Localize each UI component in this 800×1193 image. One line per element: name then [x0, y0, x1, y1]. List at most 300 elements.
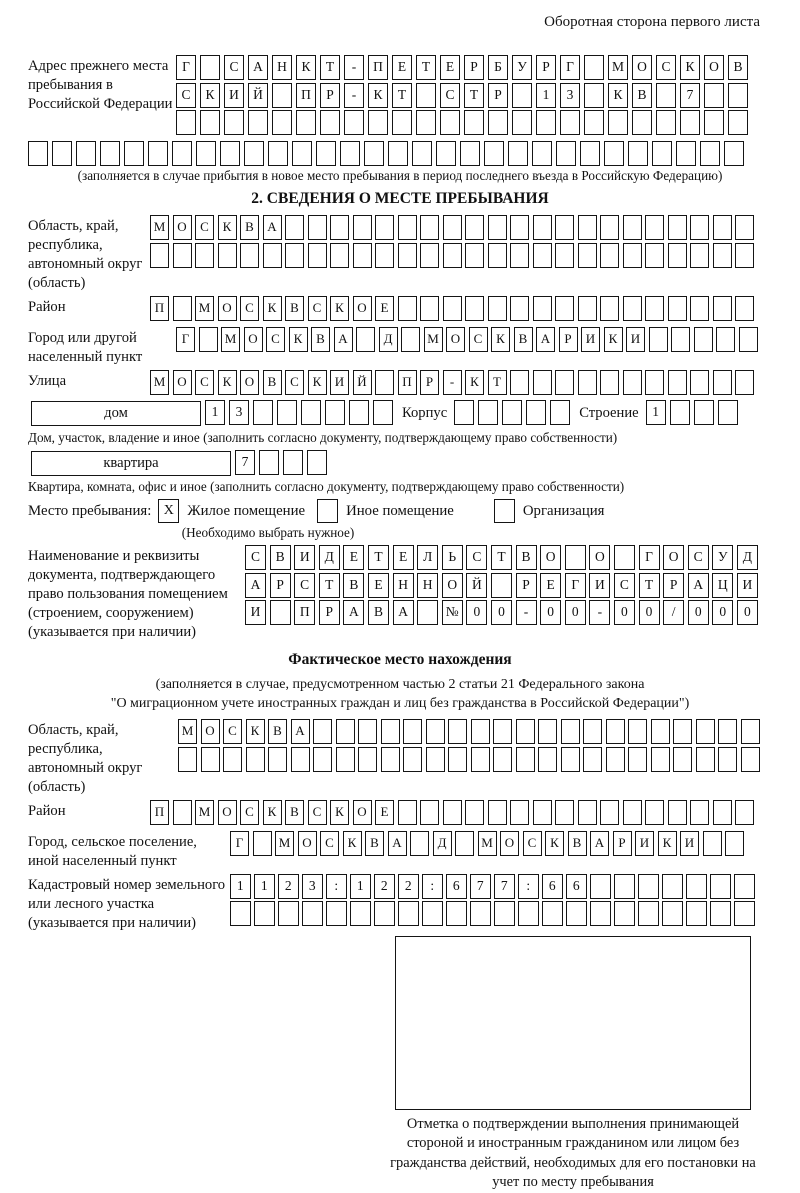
char-cell: -: [516, 600, 537, 625]
char-cell: [600, 296, 619, 321]
char-cell: М: [478, 831, 497, 856]
char-cell: [426, 747, 445, 772]
char-cell: [638, 901, 659, 926]
char-cell: [420, 296, 439, 321]
char-cell: О: [540, 545, 561, 570]
char-cell: Ь: [442, 545, 463, 570]
char-cell: [196, 141, 216, 166]
char-cell: [336, 747, 355, 772]
char-cell: [556, 141, 576, 166]
char-cell: [735, 296, 754, 321]
char-cell: [690, 296, 709, 321]
char-cell: А: [688, 573, 709, 598]
char-row-actual-region-1: [178, 719, 763, 744]
char-cell: [673, 747, 692, 772]
char-cell: [398, 215, 417, 240]
prev-address-note: (заполняется в случае прибытия в новое место пребывания в период последнего въезда в Российскую Федерацию): [77, 168, 723, 183]
section2-title: 2. СВЕДЕНИЯ О МЕСТЕ ПРЕБЫВАНИЯ: [251, 190, 549, 207]
actual-location-title: Фактическое место нахождения: [288, 651, 512, 668]
char-cell: [600, 800, 619, 825]
char-cell: [623, 243, 642, 268]
char-cell: [606, 747, 625, 772]
char-cell: 0: [639, 600, 660, 625]
char-cell: [668, 215, 687, 240]
house-note: Дом, участок, владение и иное (заполнить согласно документу, подтверждающему право собственности): [28, 429, 618, 445]
char-cell: С: [688, 545, 709, 570]
char-cell: [645, 296, 664, 321]
char-cell: К: [308, 370, 327, 395]
char-cell: [713, 800, 732, 825]
char-cell: [268, 141, 288, 166]
char-cell: [561, 747, 580, 772]
char-cell: [510, 800, 529, 825]
char-cell: [375, 370, 394, 395]
char-cell: [356, 327, 375, 352]
char-cell: У: [512, 55, 532, 80]
char-cell: 1: [254, 874, 275, 899]
char-cell: К: [218, 215, 237, 240]
char-cell: [301, 400, 321, 425]
char-cell: В: [285, 800, 304, 825]
char-cell: [28, 141, 48, 166]
char-cell: [375, 243, 394, 268]
char-cell: [325, 400, 345, 425]
char-cell: [533, 215, 552, 240]
char-cell: В: [365, 831, 384, 856]
char-cell: О: [442, 573, 463, 598]
char-cell: С: [240, 296, 259, 321]
char-cell: [374, 901, 395, 926]
char-cell: Г: [565, 573, 586, 598]
char-cell: А: [388, 831, 407, 856]
char-row-region-2: [150, 243, 758, 268]
char-cell: С: [294, 573, 315, 598]
char-cell: С: [176, 83, 196, 108]
char-cell: 1: [646, 400, 666, 425]
char-cell: О: [353, 296, 372, 321]
char-row-actual-district: [150, 800, 758, 825]
char-cell: Т: [464, 83, 484, 108]
char-cell: [686, 874, 707, 899]
char-cell: [555, 296, 574, 321]
char-cell: [662, 901, 683, 926]
char-cell: [336, 719, 355, 744]
char-cell: [465, 800, 484, 825]
char-cell: [398, 800, 417, 825]
char-cell: С: [224, 55, 244, 80]
char-cell: [285, 243, 304, 268]
char-row-prev-3: [176, 110, 752, 135]
char-cell: [628, 719, 647, 744]
char-cell: 7: [235, 450, 255, 475]
char-cell: [649, 327, 668, 352]
char-cell: [735, 215, 754, 240]
char-cell: И: [680, 831, 699, 856]
char-cell: Т: [488, 370, 507, 395]
char-cell: В: [311, 327, 330, 352]
char-cell: А: [245, 573, 266, 598]
char-cell: К: [680, 55, 700, 80]
char-row-cadastre-2: [230, 901, 758, 926]
char-cell: И: [635, 831, 654, 856]
char-row-doc-3: [245, 600, 761, 625]
char-cell: К: [330, 296, 349, 321]
char-cell: С: [440, 83, 460, 108]
char-cell: [690, 243, 709, 268]
char-cell: [292, 141, 312, 166]
char-cell: Т: [319, 573, 340, 598]
char-cell: [578, 243, 597, 268]
char-cell: [533, 243, 552, 268]
char-cell: [555, 800, 574, 825]
char-cell: С: [195, 215, 214, 240]
char-cell: [240, 243, 259, 268]
char-cell: С: [614, 573, 635, 598]
char-cell: М: [178, 719, 197, 744]
char-cell: [555, 243, 574, 268]
char-cell: [173, 800, 192, 825]
char-cell: М: [195, 296, 214, 321]
char-cell: 3: [302, 874, 323, 899]
char-cell: [604, 141, 624, 166]
char-cell: [291, 747, 310, 772]
subtitle-line-2: "О миграционном учете иностранных граждан и лиц без гражданства в Российской Федерации"): [110, 695, 690, 711]
char-cell: [471, 719, 490, 744]
char-cell: Г: [230, 831, 249, 856]
char-cell: Р: [559, 327, 578, 352]
char-cell: [670, 400, 690, 425]
char-cell: С: [266, 327, 285, 352]
char-cell: М: [275, 831, 294, 856]
char-cell: [100, 141, 120, 166]
char-cell: [580, 141, 600, 166]
char-cell: В: [343, 573, 364, 598]
char-cell: [270, 600, 291, 625]
char-cell: П: [398, 370, 417, 395]
char-cell: [244, 141, 264, 166]
char-cell: [735, 243, 754, 268]
char-cell: [656, 83, 676, 108]
char-cell: К: [330, 800, 349, 825]
char-cell: У: [712, 545, 733, 570]
char-cell: Г: [639, 545, 660, 570]
char-cell: [488, 800, 507, 825]
char-row-region-1: [150, 215, 758, 240]
char-cell: А: [248, 55, 268, 80]
char-cell: Р: [420, 370, 439, 395]
char-cell: [223, 747, 242, 772]
char-cell: [417, 600, 438, 625]
region-rows: [150, 215, 758, 270]
char-cell: [565, 545, 586, 570]
char-cell: 0: [712, 600, 733, 625]
char-cell: [741, 719, 760, 744]
char-cell: [668, 800, 687, 825]
char-cell: [436, 141, 456, 166]
char-cell: О: [632, 55, 652, 80]
char-cell: С: [469, 327, 488, 352]
char-cell: 0: [540, 600, 561, 625]
char-cell: [364, 141, 384, 166]
char-cell: Р: [488, 83, 508, 108]
char-cell: [195, 243, 214, 268]
char-cell: Д: [319, 545, 340, 570]
char-cell: [584, 55, 604, 80]
char-cell: [224, 110, 244, 135]
char-cell: [590, 874, 611, 899]
char-cell: [645, 800, 664, 825]
char-cell: 3: [229, 400, 249, 425]
cadastre-rows: [230, 874, 758, 929]
char-cell: Й: [466, 573, 487, 598]
char-cell: [578, 800, 597, 825]
char-cell: [308, 215, 327, 240]
char-cell: [713, 243, 732, 268]
char-cell: К: [246, 719, 265, 744]
char-cell: 3: [560, 83, 580, 108]
char-cell: А: [536, 327, 555, 352]
char-cell: К: [218, 370, 237, 395]
char-cell: [673, 719, 692, 744]
field-region: [28, 215, 772, 293]
char-cell: С: [223, 719, 242, 744]
char-cell: [420, 800, 439, 825]
char-cell: К: [465, 370, 484, 395]
char-cell: [443, 243, 462, 268]
char-cell: [713, 296, 732, 321]
actual-region-rows: [178, 719, 763, 774]
char-cell: [735, 800, 754, 825]
char-cell: С: [523, 831, 542, 856]
char-cell: [680, 110, 700, 135]
char-cell: О: [218, 296, 237, 321]
char-cell: Д: [379, 327, 398, 352]
char-row-prev-1: [176, 55, 752, 80]
char-cell: В: [516, 545, 537, 570]
char-cell: С: [466, 545, 487, 570]
char-cell: [713, 215, 732, 240]
char-cell: [623, 296, 642, 321]
char-cell: 1: [350, 874, 371, 899]
char-cell: Г: [560, 55, 580, 80]
district-label: Район: [28, 299, 66, 315]
char-cell: [696, 747, 715, 772]
char-row-street: [150, 370, 758, 395]
char-cell: 0: [491, 600, 512, 625]
document-label: Наименование и реквизиты документа, подтверждающего право пользования помещением (строением, сооружением) (указывается при наличии): [28, 548, 228, 640]
char-cell: [623, 370, 642, 395]
char-cell: [350, 901, 371, 926]
char-cell: [538, 719, 557, 744]
char-cell: [735, 370, 754, 395]
char-cell: [416, 83, 436, 108]
char-cell: [392, 110, 412, 135]
char-cell: [398, 901, 419, 926]
char-cell: [330, 215, 349, 240]
char-cell: [230, 901, 251, 926]
char-cell: И: [224, 83, 244, 108]
char-cell: [465, 215, 484, 240]
char-cell: [690, 215, 709, 240]
char-cell: О: [298, 831, 317, 856]
char-cell: [728, 110, 748, 135]
actual-location-subtitle: [28, 676, 772, 713]
char-row-apartment: [235, 450, 331, 475]
char-cell: Н: [272, 55, 292, 80]
char-cell: [465, 296, 484, 321]
house-label-box: дом: [31, 401, 201, 426]
field-actual-region: [28, 719, 772, 797]
char-cell: 0: [737, 600, 758, 625]
char-cell: [510, 243, 529, 268]
char-cell: Т: [368, 545, 389, 570]
char-cell: [741, 747, 760, 772]
char-cell: И: [294, 545, 315, 570]
char-cell: [254, 901, 275, 926]
char-cell: [508, 141, 528, 166]
field-house: [31, 400, 772, 428]
char-cell: М: [608, 55, 628, 80]
char-cell: [454, 400, 474, 425]
char-cell: [296, 110, 316, 135]
char-row-korpus: [454, 400, 574, 425]
char-cell: А: [291, 719, 310, 744]
char-cell: [340, 141, 360, 166]
char-cell: [420, 215, 439, 240]
char-cell: 2: [398, 874, 419, 899]
char-cell: [218, 243, 237, 268]
char-cell: [734, 901, 755, 926]
char-cell: С: [285, 370, 304, 395]
char-cell: И: [589, 573, 610, 598]
char-cell: С: [308, 296, 327, 321]
char-cell: 0: [565, 600, 586, 625]
char-row-prev-2: [176, 83, 752, 108]
char-cell: [173, 243, 192, 268]
char-cell: Т: [320, 55, 340, 80]
char-cell: [349, 400, 369, 425]
char-cell: М: [424, 327, 443, 352]
char-cell: [623, 215, 642, 240]
char-cell: Е: [368, 573, 389, 598]
char-cell: 1: [205, 400, 225, 425]
char-cell: [278, 901, 299, 926]
char-row-house: [205, 400, 397, 425]
char-cell: П: [294, 600, 315, 625]
char-cell: [493, 747, 512, 772]
char-cell: 0: [688, 600, 709, 625]
char-cell: [344, 110, 364, 135]
char-cell: [502, 400, 522, 425]
char-cell: [710, 901, 731, 926]
char-cell: В: [632, 83, 652, 108]
char-cell: Н: [417, 573, 438, 598]
char-cell: Т: [639, 573, 660, 598]
char-row-stroenie: [646, 400, 742, 425]
char-cell: [448, 719, 467, 744]
char-cell: [248, 110, 268, 135]
char-cell: [606, 719, 625, 744]
char-cell: И: [245, 600, 266, 625]
char-cell: [623, 800, 642, 825]
char-cell: [443, 215, 462, 240]
char-cell: О: [446, 327, 465, 352]
char-cell: [652, 141, 672, 166]
char-cell: К: [368, 83, 388, 108]
char-cell: [628, 141, 648, 166]
apartment-label-box: квартира: [31, 451, 231, 476]
char-cell: [526, 400, 546, 425]
char-cell: [283, 450, 303, 475]
char-cell: [124, 141, 144, 166]
char-cell: [512, 83, 532, 108]
char-cell: [172, 141, 192, 166]
char-cell: [259, 450, 279, 475]
char-cell: [645, 215, 664, 240]
char-cell: [401, 327, 420, 352]
char-cell: [494, 901, 515, 926]
field-district: [28, 296, 772, 324]
char-cell: [76, 141, 96, 166]
char-cell: Н: [393, 573, 414, 598]
field-document: [28, 545, 772, 642]
char-cell: Т: [416, 55, 436, 80]
char-cell: [725, 831, 744, 856]
char-cell: Е: [393, 545, 414, 570]
char-cell: В: [268, 719, 287, 744]
char-row-city: [176, 327, 761, 352]
char-cell: О: [663, 545, 684, 570]
subtitle-line-1: (заполняется в случае, предусмотренном частью 2 статьи 21 Федерального закона: [155, 677, 645, 692]
char-cell: П: [368, 55, 388, 80]
char-cell: [253, 400, 273, 425]
char-cell: [200, 110, 220, 135]
char-cell: [690, 800, 709, 825]
option-label-residential: Жилое помещение: [187, 502, 306, 519]
char-cell: 6: [566, 874, 587, 899]
char-cell: [600, 370, 619, 395]
char-cell: [560, 110, 580, 135]
char-cell: [718, 747, 737, 772]
char-cell: [403, 719, 422, 744]
char-row-actual-city: [230, 831, 748, 856]
char-cell: 1: [230, 874, 251, 899]
char-cell: Т: [392, 83, 412, 108]
char-cell: П: [150, 800, 169, 825]
page-header: Оборотная сторона первого листа: [544, 14, 760, 30]
char-cell: [638, 874, 659, 899]
char-cell: А: [343, 600, 364, 625]
char-cell: О: [244, 327, 263, 352]
char-cell: [150, 243, 169, 268]
char-cell: 2: [374, 874, 395, 899]
char-cell: Р: [663, 573, 684, 598]
char-cell: [443, 296, 462, 321]
char-row-actual-region-2: [178, 747, 763, 772]
char-cell: [443, 800, 462, 825]
char-cell: [651, 719, 670, 744]
char-cell: :: [518, 874, 539, 899]
char-cell: [651, 747, 670, 772]
street-label: Улица: [28, 372, 67, 389]
char-cell: [484, 141, 504, 166]
char-cell: [460, 141, 480, 166]
char-cell: [533, 800, 552, 825]
char-cell: П: [150, 296, 169, 321]
char-cell: :: [326, 874, 347, 899]
char-cell: [326, 901, 347, 926]
char-cell: [488, 110, 508, 135]
